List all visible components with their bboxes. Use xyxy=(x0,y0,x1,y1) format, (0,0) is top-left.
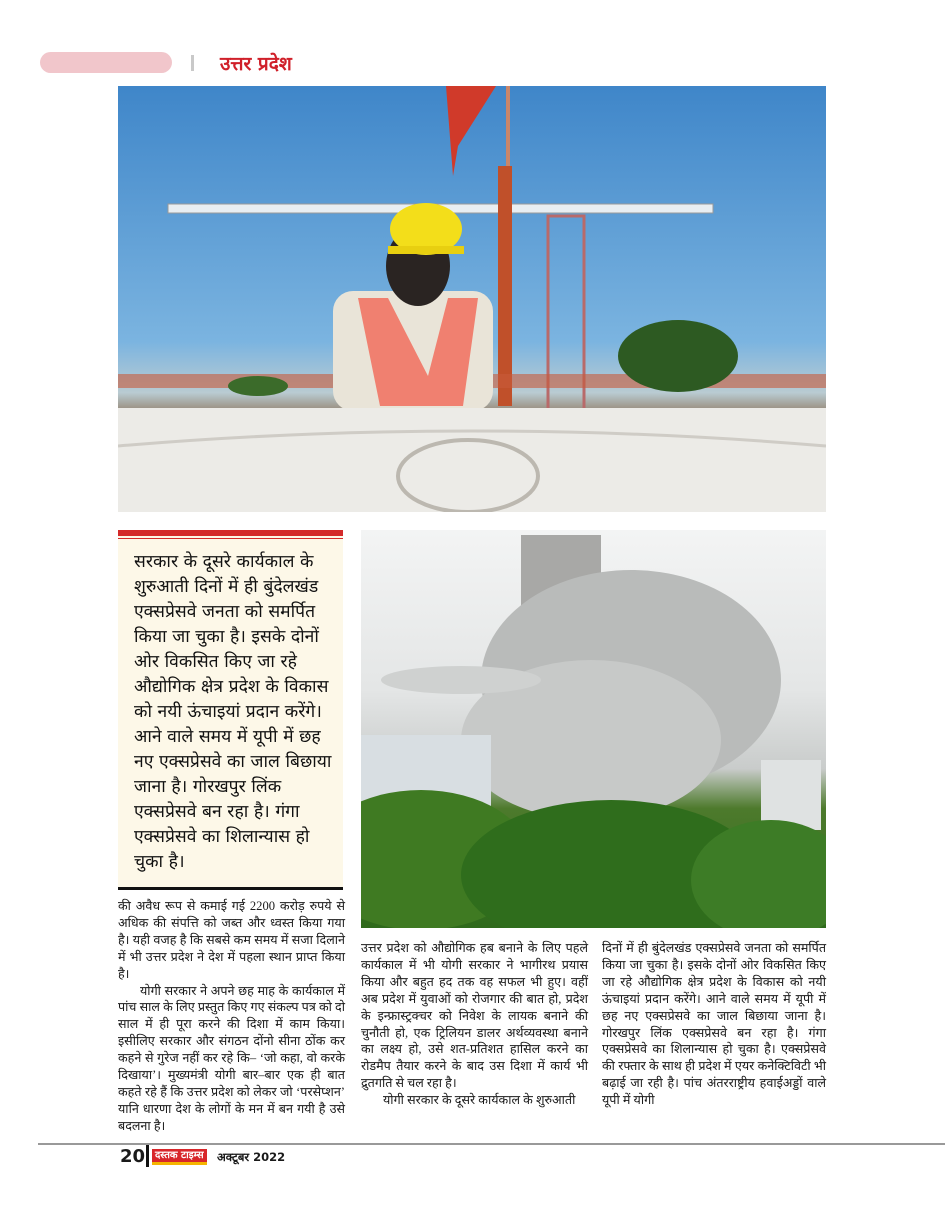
article-column-2 xyxy=(361,940,588,1109)
photo-building-demolition xyxy=(361,530,826,928)
paragraph: की अवैध रूप से कमाई गई 2200 करोड़ रुपये से अधिक की संपत्ति को जब्त और ध्वस्त किया गया है। यही वजह है कि सबसे कम समय में सजा दिलाने में भी उत्तर प्रदेश ने देश में पहला स्थान प्राप्त किया है। xyxy=(118,899,345,981)
page-number: 20 xyxy=(120,1146,146,1167)
demolition-scene xyxy=(361,530,826,928)
paragraph: दिनों में ही बुंदेलखंड एक्सप्रेसवे जनता को समर्पित किया जा चुका है। इसके दोनों ओर विकसित किए जा रहे औद्योगिक क्षेत्र प्रदेश के विकास को नयी ऊंचाइयां प्रदान करेंगे। आने वाले समय में यूपी में छह नए एक्सप्रेसवे का जाल बिछाया जाना है। गोरखपुर लिंक एक्सप्रेसवे बन रहा है। गंगा एक्सप्रेसवे का शिलान्यास हो चुका है। एक्सप्रेसवे की रफ्तार के साथ ही प्रदेश में एयर कनेक्टिविटी भी बढ़ाई जा रही है। पांच अंतरराष्ट्रीय हवाईअड्डों वाले यूपी में योगी xyxy=(602,941,826,1108)
paragraph: योगी सरकार के दूसरे कार्यकाल के शुरुआती xyxy=(383,1093,576,1108)
article-column-1 xyxy=(118,898,345,1135)
issue-date: अक्टूबर 2022 xyxy=(217,1150,286,1164)
construction-scene xyxy=(118,86,826,512)
section-title: उत्तर प्रदेश xyxy=(220,53,292,75)
paragraph: उत्तर प्रदेश को औद्योगिक हब बनाने के लिए पहले कार्यकाल में भी योगी सरकार ने भागीरथ प्रयास किया और बहुत हद तक वह सफल भी हुए। वहीं अब प्रदेश में युवाओं को रोजगार की बात हो, प्रदेश के इन्फ्रास्ट्रक्चर को निवेश के लायक बनाने की चुनौती हो, एक ट्रिलियन डालर अर्थव्यवस्था बनाने का लक्ष्य हो, उसे शत-प्रतिशत हासिल करने का रोडमैप तैयार करने के बाद उस दिशा में कार्य भी द्रुतगति से चल रहा है। xyxy=(361,941,588,1091)
pull-quote-underline xyxy=(118,887,343,890)
pull-quote-text: सरकार के दूसरे कार्यकाल के शुरुआती दिनों में ही बुंदेलखंड एक्सप्रेसवे जनता को समर्पित किया जा चुका है। इसके दोनों ओर विकसित किए जा रहे औद्योगिक क्षेत्र प्रदेश के विकास को नयी ऊंचाइयां प्रदान करेंगे। आने वाले समय में यूपी में छह नए एक्सप्रेसवे का जाल बिछाया जाना है। गोरखपुर लिंक एक्सप्रेसवे बन रहा है। गंगा एक्सप्रेसवे का शिलान्यास हो चुका है। xyxy=(134,552,332,872)
footer-rule xyxy=(38,1143,945,1145)
magazine-logo: दस्तक टाइम्स xyxy=(152,1149,207,1165)
header-pill xyxy=(40,52,172,73)
article-column-3 xyxy=(602,940,826,1109)
header-separator xyxy=(191,55,194,71)
footer-divider xyxy=(146,1145,149,1167)
pull-quote-box xyxy=(118,530,343,887)
photo-construction-worker xyxy=(118,86,826,512)
left-column-stack xyxy=(118,530,345,1135)
paragraph: योगी सरकार ने अपने छह माह के कार्यकाल में पांच साल के लिए प्रस्तुत किए गए संकल्प पत्र को दो साल में ही पूरा करने की दिशा में काम किया। इसीलिए सरकार और संगठन दोंनो सीना ठोंक कर कहने से गुरेज नहीं कर रहे कि– ‘जो कहा, वो करके दिखाया’। मुख्यमंत्री योगी बार–बार एक ही बात कहते रहे हैं कि उत्तर प्रदेश को लेकर जो ‘परसेप्शन’ यानि धारणा देश के लोगों के मन में बन गयी है उसे बदलना है। xyxy=(118,983,345,1133)
page-footer xyxy=(0,1143,945,1183)
